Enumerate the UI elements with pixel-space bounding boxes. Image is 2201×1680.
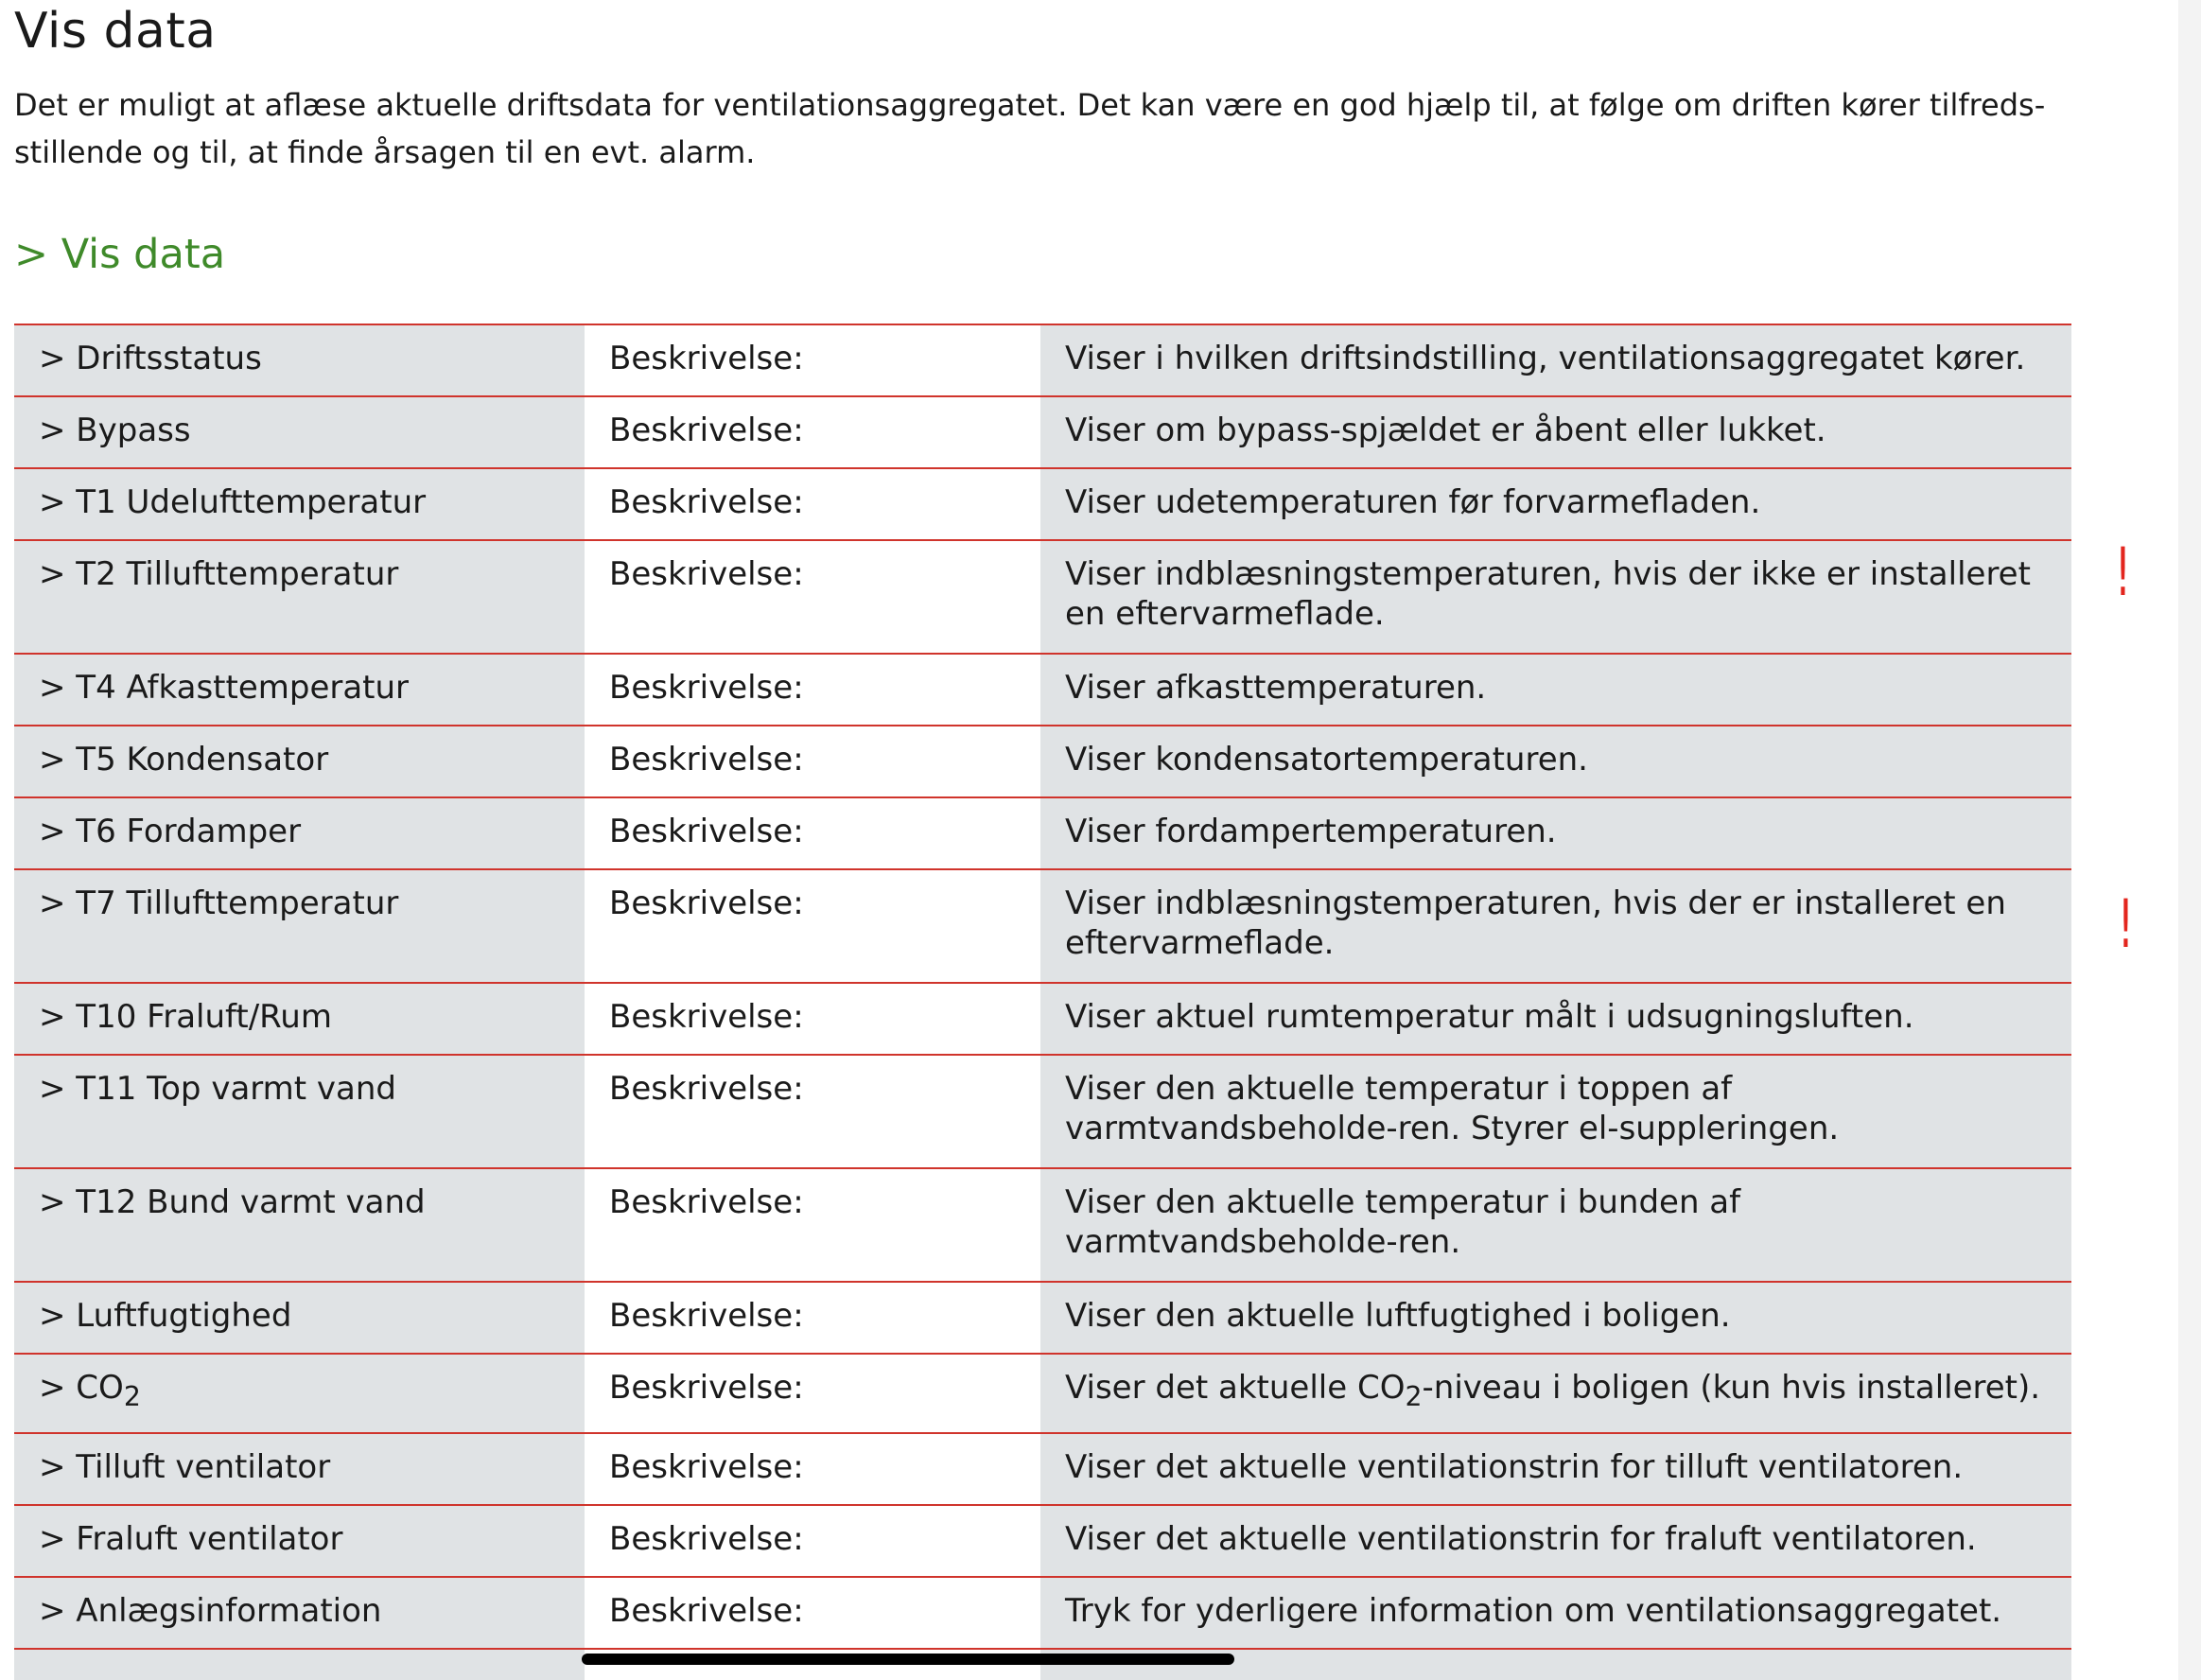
desc-cell: Viser det aktuelle ventilationstrin for fraluft ventilatoren. — [1040, 1505, 2071, 1577]
table-row[interactable] — [14, 468, 2071, 540]
param-cell[interactable]: > Driftsstatus — [14, 324, 585, 396]
desc-cell: Viser aktuel rumtemperatur målt i udsugningsluften. — [1040, 983, 2071, 1055]
param-cell[interactable]: > T4 Afkasttemperatur — [14, 654, 585, 726]
page-title: Vis data — [14, 3, 217, 60]
desc-cell: Viser den aktuelle temperatur i toppen af varmtvandsbeholde-ren. Styrer el-suppleringen. — [1040, 1055, 2071, 1168]
param-cell[interactable]: > Anlægsinformation — [14, 1577, 585, 1649]
label-cell: Beskrivelse: — [585, 1282, 1040, 1354]
desc-text: Viser det aktuelle CO — [1065, 1369, 1406, 1407]
table-row[interactable] — [14, 654, 2071, 726]
label-cell: Beskrivelse: — [585, 1354, 1040, 1433]
exclamation-annotation: ! — [2115, 534, 2131, 611]
vis-data-link[interactable]: > Vis data — [14, 231, 226, 278]
param-cell[interactable]: > T11 Top varmt vand — [14, 1055, 585, 1168]
param-cell[interactable] — [14, 1354, 585, 1433]
table-row[interactable] — [14, 797, 2071, 869]
param-cell[interactable]: > T5 Kondensator — [14, 726, 585, 797]
desc-cell: Viser det aktuelle ventilationstrin for tilluft ventilatoren. — [1040, 1433, 2071, 1505]
table-row[interactable] — [14, 396, 2071, 468]
label-cell: Beskrivelse: — [585, 1505, 1040, 1577]
table-row[interactable] — [14, 726, 2071, 797]
desc-cell: Viser den aktuelle luftfugtighed i boligen. — [1040, 1282, 2071, 1354]
table-row[interactable] — [14, 324, 2071, 396]
subscript: 2 — [123, 1380, 141, 1412]
desc-cell: Tryk for yderligere information om ventilationsaggregatet. — [1040, 1577, 2071, 1649]
param-cell[interactable]: > Luftfugtighed — [14, 1282, 585, 1354]
desc-cell: Viser i hvilken driftsindstilling, ventilationsaggregatet kører. — [1040, 324, 2071, 396]
desc-cell: Viser fordampertemperaturen. — [1040, 797, 2071, 869]
table-row[interactable] — [14, 1282, 2071, 1354]
desc-cell: Viser om bypass-spjældet er åbent eller lukket. — [1040, 396, 2071, 468]
exclamation-annotation: ! — [2118, 885, 2134, 963]
label-cell: Beskrivelse: — [585, 726, 1040, 797]
param-cell[interactable]: > T7 Tillufttemperatur — [14, 869, 585, 983]
label-cell: Beskrivelse: — [585, 654, 1040, 726]
label-cell: Beskrivelse: — [585, 1433, 1040, 1505]
param-cell[interactable]: > T12 Bund varmt vand — [14, 1168, 585, 1282]
label-cell: Beskrivelse: — [585, 396, 1040, 468]
label-cell: Beskrivelse: — [585, 468, 1040, 540]
desc-cell: Viser udetemperaturen før forvarmefladen. — [1040, 468, 2071, 540]
table-row[interactable] — [14, 1055, 2071, 1168]
home-indicator[interactable] — [582, 1654, 1234, 1665]
param-cell[interactable]: > T1 Udelufttemperatur — [14, 468, 585, 540]
subscript: 2 — [1405, 1380, 1423, 1412]
param-cell[interactable]: > T6 Fordamper — [14, 797, 585, 869]
content — [14, 0, 2071, 1630]
table-row[interactable] — [14, 540, 2071, 654]
desc-cell: Viser afkasttemperaturen. — [1040, 654, 2071, 726]
table-row[interactable] — [14, 1168, 2071, 1282]
desc-cell: Viser indblæsningstemperaturen, hvis der ikke er installeret en eftervarmeflade. — [1040, 540, 2071, 654]
param-cell[interactable]: > T10 Fraluft/Rum — [14, 983, 585, 1055]
param-cell[interactable]: > T2 Tillufttemperatur — [14, 540, 585, 654]
intro-paragraph: Det er muligt at aflæse aktuelle driftsdata for ventilationsaggregatet. Det kan være en god hjælp til, at følge om driften kører tilfreds-stillende og til, at finde årsagen til en evt. alarm. — [14, 87, 2046, 170]
param-cell[interactable] — [14, 1649, 585, 1680]
label-cell: Beskrivelse: — [585, 324, 1040, 396]
label-cell: Beskrivelse: — [585, 1055, 1040, 1168]
table-row[interactable] — [14, 1433, 2071, 1505]
label-cell: Beskrivelse: — [585, 869, 1040, 983]
desc-cell — [1040, 1354, 2071, 1433]
label-cell: Beskrivelse: — [585, 983, 1040, 1055]
table-row[interactable] — [14, 1354, 2071, 1433]
param-cell[interactable]: > Fraluft ventilator — [14, 1505, 585, 1577]
table-row[interactable] — [14, 869, 2071, 983]
table-row[interactable] — [14, 1505, 2071, 1577]
desc-cell: Viser indblæsningstemperaturen, hvis der er installeret en eftervarmeflade. — [1040, 869, 2071, 983]
table-row[interactable] — [14, 1577, 2071, 1649]
label-cell: Beskrivelse: — [585, 540, 1040, 654]
param-text: > CO — [39, 1369, 124, 1407]
param-cell[interactable]: > Tilluft ventilator — [14, 1433, 585, 1505]
scrollbar[interactable] — [2178, 0, 2201, 1680]
desc-cell: Viser den aktuelle temperatur i bunden af varmtvandsbeholde-ren. — [1040, 1168, 2071, 1282]
table-row[interactable] — [14, 983, 2071, 1055]
desc-text: -niveau i boligen (kun hvis installeret). — [1422, 1369, 2041, 1407]
label-cell: Beskrivelse: — [585, 797, 1040, 869]
label-cell: Beskrivelse: — [585, 1577, 1040, 1649]
desc-cell: Viser kondensatortemperaturen. — [1040, 726, 2071, 797]
label-cell: Beskrivelse: — [585, 1168, 1040, 1282]
param-cell[interactable]: > Bypass — [14, 396, 585, 468]
data-table — [14, 324, 2071, 1680]
